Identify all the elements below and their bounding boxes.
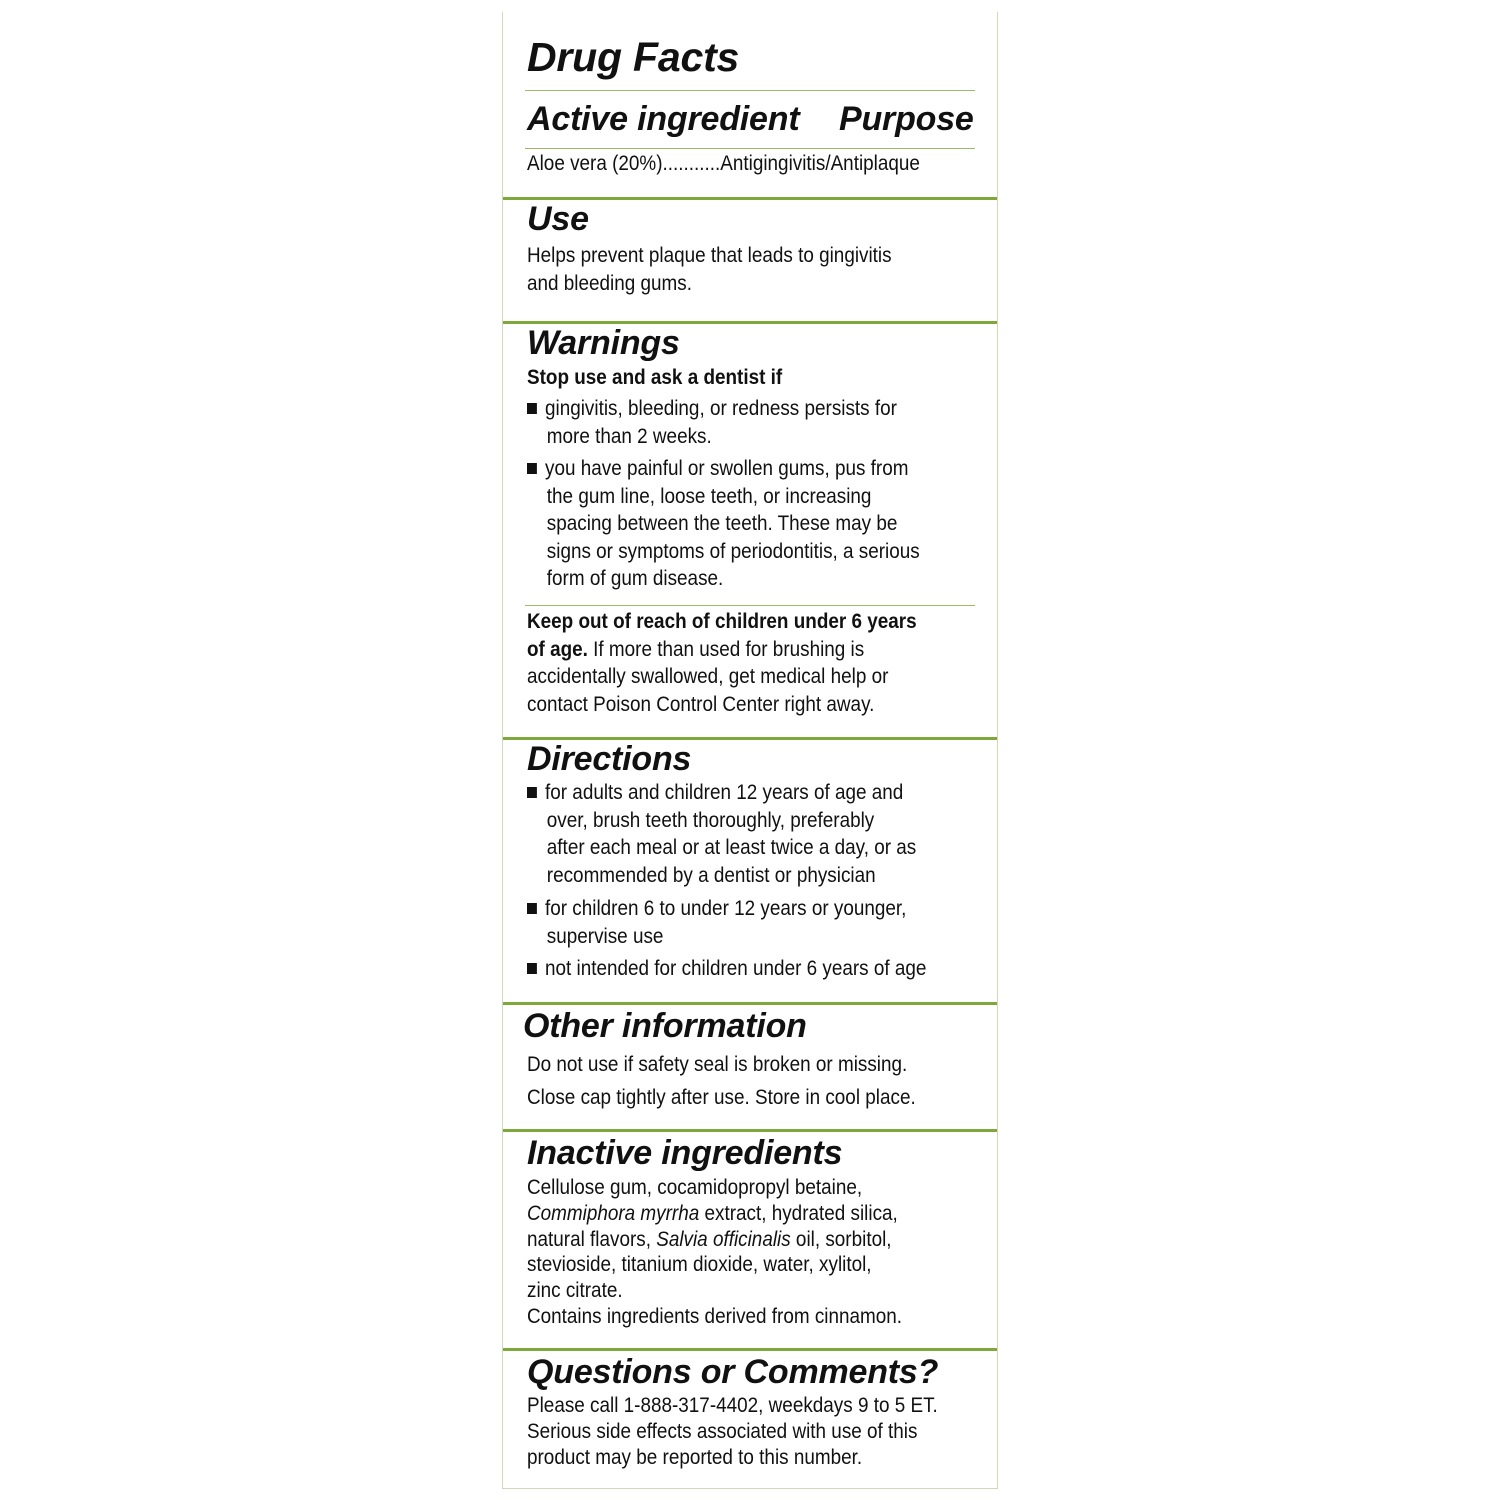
other-information-heading: Other information: [523, 1007, 807, 1045]
bullet-line: for children 6 to under 12 years or younger,: [545, 897, 907, 920]
inactive-ingredients-text: [527, 1175, 902, 1330]
purpose-heading: Purpose: [839, 100, 974, 138]
inactive-line: extract, hydrated silica,: [699, 1201, 898, 1225]
inactive-line: natural flavors,: [527, 1227, 657, 1251]
questions-line: Serious side effects associated with use of this: [527, 1420, 918, 1443]
use-line: Helps prevent plaque that leads to gingivitis: [527, 244, 892, 267]
active-ingredient-heading: Active ingredient: [527, 100, 800, 138]
inactive-line: oil, sorbitol,: [790, 1227, 892, 1251]
keep-line: Keep out of reach of children under 6 years: [527, 610, 917, 633]
use-heading: Use: [527, 200, 589, 238]
questions-line: Please call 1-888-317-4402, weekdays 9 to 5 ET.: [527, 1394, 938, 1417]
bullet-line: signs or symptoms of periodontitis, a serious: [546, 539, 920, 563]
bullet-line: form of gum disease.: [546, 567, 724, 590]
inactive-line: Contains ingredients derived from cinnamon.: [527, 1304, 903, 1328]
bullet-line: you have painful or swollen gums, pus from: [545, 457, 909, 480]
inactive-line: Salvia officinalis: [656, 1227, 791, 1251]
warning-bullet: [527, 395, 897, 450]
drug-facts-panel: [502, 12, 998, 1489]
bullet-line: supervise use: [546, 924, 664, 948]
divider: [525, 90, 975, 91]
other-information-text: [527, 1048, 916, 1114]
direction-bullet: [527, 955, 926, 983]
section-rule: [503, 1002, 997, 1005]
bullet-line: spacing between the teeth. These may be: [546, 512, 898, 535]
bullet-icon: [527, 903, 537, 914]
keep-line: accidentally swallowed, get medical help or: [527, 665, 889, 688]
bullet-line: gingivitis, bleeding, or redness persists for: [545, 397, 897, 420]
questions-line: product may be reported to this number.: [527, 1446, 863, 1469]
keep-out-of-reach-text: [527, 608, 917, 718]
bullet-line: recommended by a dentist or physician: [546, 863, 876, 887]
inactive-line: zinc citrate.: [527, 1279, 623, 1303]
use-text: [527, 242, 892, 297]
warnings-subheading: Stop use and ask a dentist if: [527, 366, 783, 389]
inactive-line: Cellulose gum, cocamidopropyl betaine,: [527, 1176, 863, 1199]
keep-line: contact Poison Control Center right away.: [527, 692, 875, 716]
bullet-icon: [527, 403, 537, 414]
inactive-line: Commiphora myrrha: [527, 1201, 700, 1225]
divider: [525, 605, 975, 606]
keep-line: of age.: [527, 637, 588, 661]
inactive-ingredients-heading: Inactive ingredients: [527, 1134, 843, 1172]
drug-facts-title: Drug Facts: [527, 34, 740, 80]
active-ingredient-line: Aloe vera (20%)...........Antigingivitis/Antiplaque: [527, 152, 920, 175]
bullet-line: the gum line, loose teeth, or increasing: [546, 484, 872, 508]
warning-bullet: [527, 455, 920, 593]
warnings-heading: Warnings: [527, 324, 680, 362]
bullet-line: more than 2 weeks.: [546, 424, 712, 448]
other-line: Close cap tightly after use. Store in cool place.: [527, 1086, 916, 1109]
bullet-icon: [527, 463, 537, 474]
bullet-line: after each meal or at least twice a day, or as: [546, 836, 917, 859]
use-line: and bleeding gums.: [527, 271, 692, 295]
directions-heading: Directions: [527, 740, 692, 778]
bullet-line: for adults and children 12 years of age and: [545, 781, 904, 804]
inactive-line: stevioside, titanium dioxide, water, xylitol,: [527, 1253, 872, 1277]
section-rule: [503, 1348, 997, 1351]
bullet-line: not intended for children under 6 years of age: [545, 957, 927, 980]
direction-bullet: [527, 779, 916, 889]
other-line: Do not use if safety seal is broken or missing.: [527, 1053, 908, 1076]
questions-heading: Questions or Comments?: [527, 1353, 939, 1391]
bullet-line: over, brush teeth thoroughly, preferably: [546, 808, 875, 832]
bullet-icon: [527, 963, 537, 974]
direction-bullet: [527, 895, 906, 950]
questions-text: [527, 1393, 938, 1471]
keep-line: If more than used for brushing is: [587, 637, 865, 661]
section-rule: [503, 1129, 997, 1132]
bullet-icon: [527, 787, 537, 798]
divider: [525, 148, 975, 149]
